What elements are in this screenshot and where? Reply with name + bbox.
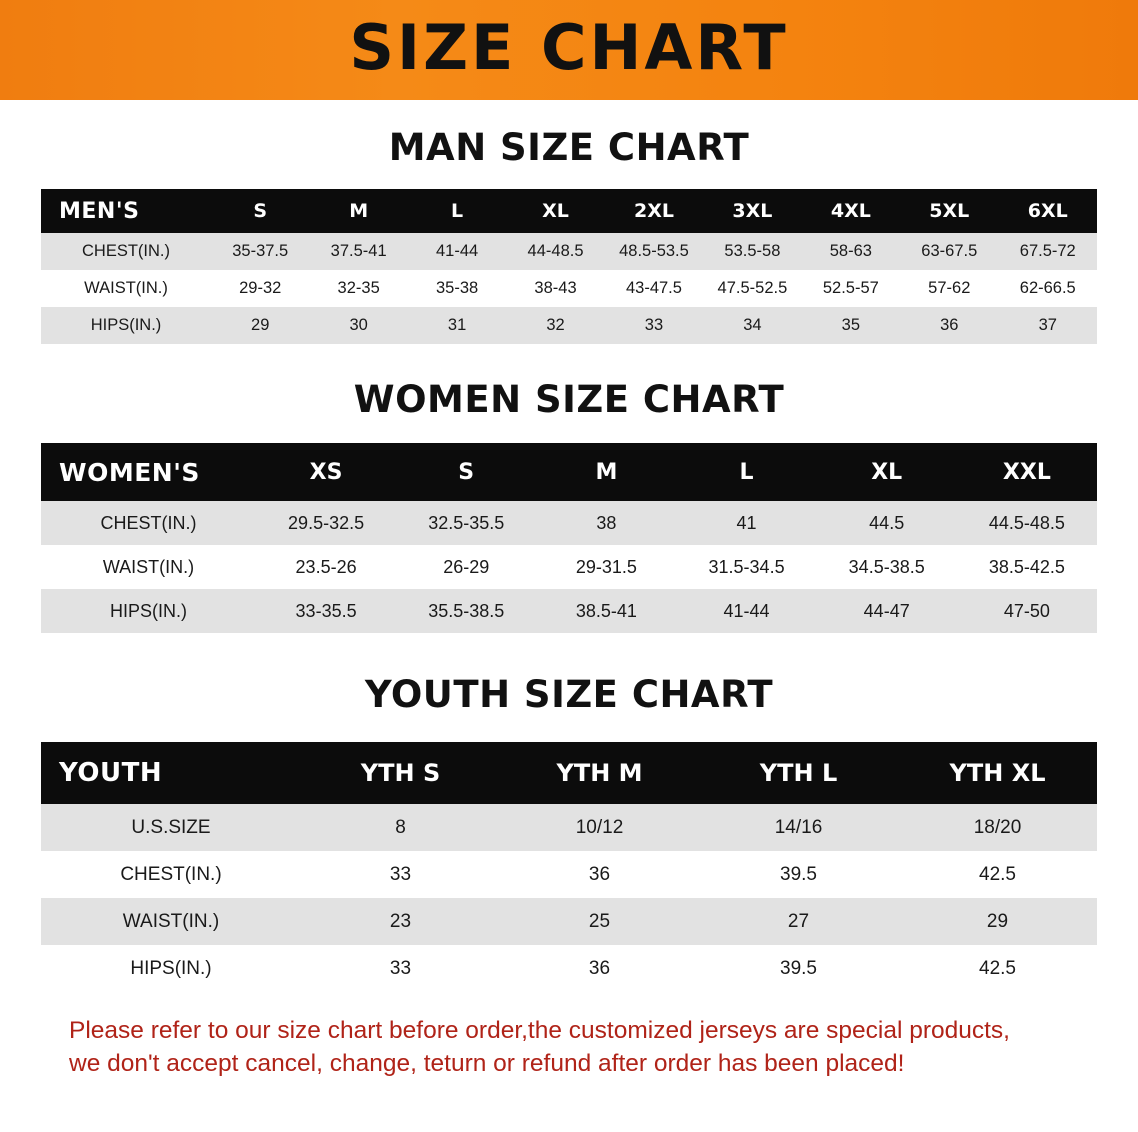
table-cell: 38.5-42.5: [957, 545, 1097, 589]
women-table-body: [41, 501, 1097, 633]
man-row-label-hips: HIPS(IN.): [41, 307, 211, 344]
women-row-label-hips: HIPS(IN.): [41, 589, 256, 633]
table-cell: 18/20: [898, 804, 1097, 851]
man-header-s: S: [211, 189, 309, 233]
table-header-row: [41, 443, 1097, 501]
header-banner: [0, 0, 1138, 100]
table-cell: 30: [309, 307, 407, 344]
table-cell: 44.5: [817, 501, 957, 545]
man-header-m: M: [309, 189, 407, 233]
table-cell: 41: [676, 501, 816, 545]
man-header-6xl: 6XL: [999, 189, 1098, 233]
man-table-body: [41, 233, 1097, 344]
table-cell: 41-44: [676, 589, 816, 633]
table-cell: 36: [900, 307, 998, 344]
man-table-header: [41, 189, 1097, 233]
table-cell: 37: [999, 307, 1098, 344]
table-cell: 29: [211, 307, 309, 344]
table-row: [41, 270, 1097, 307]
youth-size-table-wrap: [41, 742, 1097, 992]
table-cell: 36: [500, 851, 699, 898]
table-cell: 42.5: [898, 945, 1097, 992]
table-cell: 32: [506, 307, 604, 344]
man-header-5xl: 5XL: [900, 189, 998, 233]
man-header-3xl: 3XL: [703, 189, 801, 233]
man-row-label-chest: CHEST(IN.): [41, 233, 211, 270]
table-header-row: [41, 742, 1097, 804]
women-section-title: WOMEN SIZE CHART: [353, 378, 785, 421]
youth-header-yth-xl: YTH XL: [898, 742, 1097, 804]
table-row: [41, 851, 1097, 898]
women-table-header: [41, 443, 1097, 501]
table-cell: 35.5-38.5: [396, 589, 536, 633]
table-cell: 23: [301, 898, 500, 945]
table-cell: 33: [301, 945, 500, 992]
table-cell: 14/16: [699, 804, 898, 851]
women-header-label: WOMEN'S: [41, 443, 256, 501]
man-header-label: MEN'S: [41, 189, 211, 233]
table-cell: 35-37.5: [211, 233, 309, 270]
table-cell: 44-47: [817, 589, 957, 633]
table-cell: 48.5-53.5: [605, 233, 703, 270]
table-cell: 47.5-52.5: [703, 270, 801, 307]
table-cell: 52.5-57: [802, 270, 900, 307]
table-cell: 57-62: [900, 270, 998, 307]
table-cell: 38-43: [506, 270, 604, 307]
disclaimer-line-2: we don't accept cancel, change, teturn or refund after order has been placed!: [69, 1050, 905, 1078]
table-cell: 38.5-41: [536, 589, 676, 633]
youth-header-yth-m: YTH M: [500, 742, 699, 804]
table-row: [41, 233, 1097, 270]
table-cell: 23.5-26: [256, 545, 396, 589]
man-header-4xl: 4XL: [802, 189, 900, 233]
table-cell: 32-35: [309, 270, 407, 307]
man-header-xl: XL: [506, 189, 604, 233]
youth-header-yth-l: YTH L: [699, 742, 898, 804]
table-cell: 35: [802, 307, 900, 344]
women-size-table: [41, 443, 1097, 633]
table-cell: 62-66.5: [999, 270, 1098, 307]
youth-section-title: YOUTH SIZE CHART: [364, 673, 774, 716]
man-size-table-wrap: [41, 189, 1097, 344]
table-cell: 27: [699, 898, 898, 945]
table-cell: 33: [605, 307, 703, 344]
women-header-s: S: [396, 443, 536, 501]
table-row: [41, 545, 1097, 589]
youth-table-body: [41, 804, 1097, 992]
table-cell: 44.5-48.5: [957, 501, 1097, 545]
table-cell: 42.5: [898, 851, 1097, 898]
table-row: [41, 307, 1097, 344]
table-cell: 36: [500, 945, 699, 992]
table-cell: 44-48.5: [506, 233, 604, 270]
disclaimer-line-1: Please refer to our size chart before order,the customized jerseys are special products,: [69, 1017, 1010, 1044]
women-header-m: M: [536, 443, 676, 501]
man-header-2xl: 2XL: [605, 189, 703, 233]
table-cell: 26-29: [396, 545, 536, 589]
table-cell: 41-44: [408, 233, 506, 270]
table-cell: 33: [301, 851, 500, 898]
women-header-xxl: XXL: [957, 443, 1097, 501]
youth-header-label: YOUTH: [41, 742, 301, 804]
table-header-row: [41, 189, 1097, 233]
youth-row-label-hips: HIPS(IN.): [41, 945, 301, 992]
table-cell: 63-67.5: [900, 233, 998, 270]
table-cell: 39.5: [699, 851, 898, 898]
table-cell: 39.5: [699, 945, 898, 992]
table-cell: 37.5-41: [309, 233, 407, 270]
women-row-label-chest: CHEST(IN.): [41, 501, 256, 545]
table-row: [41, 589, 1097, 633]
women-header-xl: XL: [817, 443, 957, 501]
man-section-title: MAN SIZE CHART: [388, 126, 750, 169]
table-cell: 34.5-38.5: [817, 545, 957, 589]
youth-size-table: [41, 742, 1097, 992]
table-cell: 29-32: [211, 270, 309, 307]
table-cell: 43-47.5: [605, 270, 703, 307]
table-cell: 34: [703, 307, 801, 344]
youth-row-label-waist: WAIST(IN.): [41, 898, 301, 945]
women-header-l: L: [676, 443, 816, 501]
youth-table-header: [41, 742, 1097, 804]
table-row: [41, 945, 1097, 992]
table-row: [41, 804, 1097, 851]
disclaimer-note: [69, 1014, 1069, 1080]
table-cell: 38: [536, 501, 676, 545]
table-cell: 58-63: [802, 233, 900, 270]
table-cell: 25: [500, 898, 699, 945]
youth-row-label-us-size: U.S.SIZE: [41, 804, 301, 851]
page-title: SIZE CHART: [349, 11, 789, 84]
table-cell: 35-38: [408, 270, 506, 307]
table-cell: 31.5-34.5: [676, 545, 816, 589]
women-size-table-wrap: [41, 443, 1097, 633]
women-row-label-waist: WAIST(IN.): [41, 545, 256, 589]
table-cell: 53.5-58: [703, 233, 801, 270]
table-cell: 67.5-72: [999, 233, 1098, 270]
table-cell: 32.5-35.5: [396, 501, 536, 545]
women-header-xs: XS: [256, 443, 396, 501]
man-header-l: L: [408, 189, 506, 233]
table-cell: 33-35.5: [256, 589, 396, 633]
table-row: [41, 898, 1097, 945]
youth-row-label-chest: CHEST(IN.): [41, 851, 301, 898]
table-cell: 29: [898, 898, 1097, 945]
youth-header-yth-s: YTH S: [301, 742, 500, 804]
table-cell: 47-50: [957, 589, 1097, 633]
table-cell: 8: [301, 804, 500, 851]
table-cell: 31: [408, 307, 506, 344]
table-cell: 29.5-32.5: [256, 501, 396, 545]
table-cell: 10/12: [500, 804, 699, 851]
table-row: [41, 501, 1097, 545]
man-size-table: [41, 189, 1097, 344]
man-row-label-waist: WAIST(IN.): [41, 270, 211, 307]
table-cell: 29-31.5: [536, 545, 676, 589]
